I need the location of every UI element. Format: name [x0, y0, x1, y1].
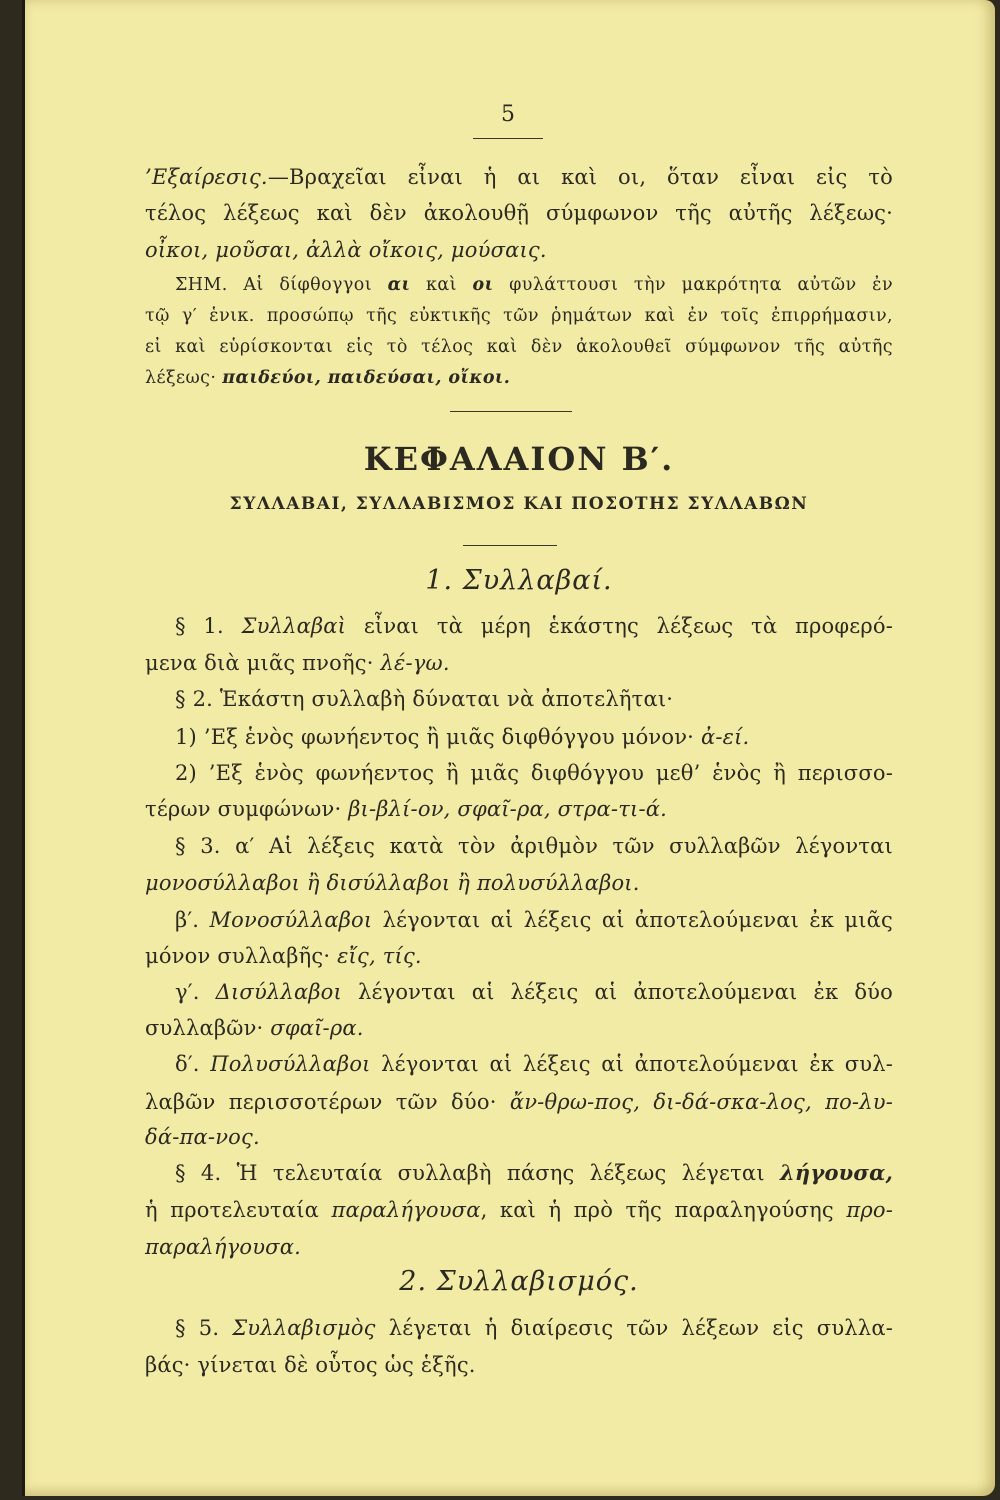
- paragraph-line: μονοσύλλαβοι ἢ δισύλλαβοι ἢ πολυσύλλαβοι.: [145, 871, 640, 895]
- paragraph-line: δ′. Πολυσύλλαβοι λέγονται αἱ λέξεις αἱ ἀποτελούμεναι ἐκ συλ-: [175, 1052, 894, 1076]
- paragraph-line: παραλήγουσα.: [145, 1235, 301, 1259]
- paragraph-line: γ′. Δισύλλαβοι λέγονται αἱ λέξεις αἱ ἀποτελούμεναι ἐκ δύο: [175, 980, 893, 1004]
- book-page: [22, 0, 995, 1496]
- note-line: λέξεως· παιδεύοι, παιδεύσαι, οἴκοι.: [145, 368, 511, 388]
- section-divider: [450, 411, 572, 412]
- note-line: τῷ γ′ ἑνικ. προσώπῳ τῆς εὐκτικῆς τῶν ῥημάτων καὶ ἐν τοῖς ἐπιρρήμασιν,: [145, 306, 893, 326]
- paragraph-line: δά-πα-νος.: [145, 1125, 260, 1149]
- paragraph-line: § 1. Συλλαβαὶ εἶναι τὰ μέρη ἑκάστης λέξεως τὰ προφερό-: [175, 614, 894, 638]
- note-line: ΣΗΜ. Αἱ δίφθογγοι αι καὶ οι φυλάττουσι τὴν μακρότητα αὐτῶν ἐν: [175, 275, 893, 295]
- intro-line: οἶκοι, μοῦσαι, ἀλλὰ οἴκοις, μούσαις.: [145, 238, 547, 262]
- paragraph-line: μόνον συλλαβῆς· εἴς, τίς.: [145, 944, 422, 968]
- note-line: εἰ καὶ εὑρίσκονται εἰς τὸ τέλος καὶ δὲν ἀκολουθεῖ σύμφωνον τῆς αὐτῆς: [145, 337, 893, 357]
- section-heading: 1. Συλλαβαί.: [425, 565, 613, 596]
- section-heading: 2. Συλλαβισμός.: [399, 1266, 639, 1297]
- intro-line: τέλος λέξεως καὶ δὲν ἀκολουθῇ σύμφωνον τῆς αὐτῆς λέξεως·: [145, 201, 893, 225]
- paragraph-line: § 4. Ἡ τελευταία συλλαβὴ πάσης λέξεως λέγεται λήγουσα,: [175, 1160, 893, 1185]
- paragraph-line: συλλαβῶν· σφαῖ-ρα.: [145, 1016, 364, 1040]
- intro-line: ’Εξαίρεσις.—Βραχεῖαι εἶναι ἡ αι καὶ οι, ὅταν εἶναι εἰς τὸ: [145, 165, 893, 189]
- paragraph-line: 1) ’Εξ ἑνὸς φωνήεντος ἢ μιᾶς διφθόγγου μόνον· ἀ-εί.: [175, 725, 750, 749]
- paragraph-line: μενα διὰ μιᾶς πνοῆς· λέ-γω.: [145, 651, 450, 675]
- chapter-subtitle: ΣΥΛΛΑΒΑΙ, ΣΥΛΛΑΒΙΣΜΟΣ ΚΑΙ ΠΟΣΟΤΗΣ ΣΥΛΛΑΒΩΝ: [229, 494, 809, 514]
- chapter-title: ΚΕΦΑΛΑΙΟΝ Β′.: [363, 440, 675, 478]
- paragraph-line: 2) ’Εξ ἑνὸς φωνήεντος ἢ μιᾶς διφθόγγου μεθ’ ἑνὸς ἢ περισσο-: [175, 761, 893, 785]
- paragraph-line: λαβῶν περισσοτέρων τῶν δύο· ἄν-θρω-πος, δι-δά-σκα-λος, πο-λυ-: [145, 1090, 893, 1114]
- paragraph-line: β′. Μονοσύλλαβοι λέγονται αἱ λέξεις αἱ ἀποτελούμεναι ἐκ μιᾶς: [175, 908, 893, 932]
- paragraph-line: § 2. Ἑκάστη συλλαβὴ δύναται νὰ ἀποτελῆται·: [175, 687, 674, 711]
- paragraph-line: § 3. α′ Αἱ λέξεις κατὰ τὸν ἀριθμὸν τῶν συλλαβῶν λέγονται: [175, 834, 893, 858]
- page-number: 5: [501, 102, 515, 127]
- paragraph-line: τέρων συμφώνων· βι-βλί-ον, σφαῖ-ρα, στρα-τι-ά.: [145, 797, 668, 821]
- paragraph-line: ἡ προτελευταία παραλήγουσα, καὶ ἡ πρὸ τῆς παραληγούσης προ-: [145, 1198, 893, 1222]
- paragraph-line: βάς· γίνεται δὲ οὗτος ὡς ἑξῆς.: [145, 1353, 476, 1377]
- chapter-divider: [463, 545, 557, 546]
- header-rule: [473, 138, 543, 139]
- paragraph-line: § 5. Συλλαβισμὸς λέγεται ἡ διαίρεσις τῶν λέξεων εἰς συλλα-: [175, 1316, 893, 1340]
